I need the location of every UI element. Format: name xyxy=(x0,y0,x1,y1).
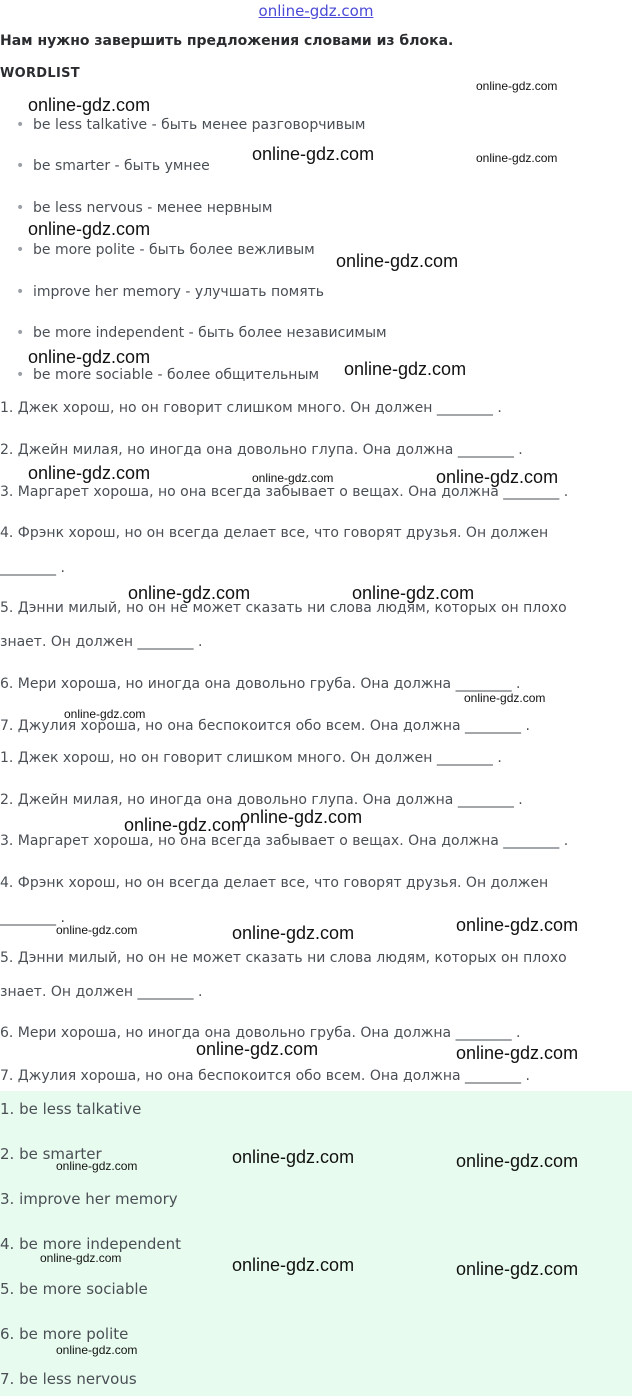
sentence-continuation: знает. Он должен ________ . xyxy=(0,634,203,650)
bullet-icon: • xyxy=(16,325,25,341)
wordlist-item-text: be more polite - быть более вежливым xyxy=(33,242,315,258)
wordlist-item xyxy=(16,200,273,216)
sentence-continuation: ________ . xyxy=(0,560,65,576)
watermark: online-gdz.com xyxy=(352,583,475,603)
wordlist-item-text: be more sociable - более общительным xyxy=(33,367,320,383)
wordlist-item-text: be less nervous - менее нервным xyxy=(33,200,273,216)
wordlist-item-text: be less talkative - быть менее разговорчивым xyxy=(33,117,366,133)
watermark: online-gdz.com xyxy=(124,815,247,835)
sentence: 4. Фрэнк хорош, но он всегда делает все, что говорят друзья. Он должен xyxy=(0,525,549,541)
watermark: online-gdz.com xyxy=(336,251,459,271)
answer-item: 5. be more sociable xyxy=(0,1280,148,1298)
sentence: 3. Маргарет хороша, но она всегда забывает о вещах. Она должна ________ . xyxy=(0,833,569,849)
watermark: online-gdz.com xyxy=(56,923,138,937)
watermark: online-gdz.com xyxy=(56,1343,138,1357)
watermark: online-gdz.com xyxy=(196,1039,319,1059)
answer-item: 4. be more independent xyxy=(0,1235,182,1253)
wordlist-title: WORDLIST xyxy=(0,66,80,81)
watermark: online-gdz.com xyxy=(64,707,146,721)
watermark: online-gdz.com xyxy=(252,144,375,164)
sentence: 3. Маргарет хороша, но она всегда забывает о вещах. Она должна ________ . xyxy=(0,484,569,500)
bullet-icon: • xyxy=(16,158,25,174)
watermark: online-gdz.com xyxy=(40,1251,122,1265)
watermark: online-gdz.com xyxy=(456,1151,579,1171)
watermark: online-gdz.com xyxy=(28,463,151,483)
wordlist-item-text: be smarter - быть умнее xyxy=(33,158,210,174)
answer-item: 3. improve her memory xyxy=(0,1190,178,1208)
watermark: online-gdz.com xyxy=(28,219,151,239)
watermark: online-gdz.com xyxy=(456,1043,579,1063)
watermark: online-gdz.com xyxy=(240,807,363,827)
wordlist-item xyxy=(16,325,387,341)
watermark: online-gdz.com xyxy=(28,347,151,367)
wordlist-item xyxy=(16,284,325,300)
wordlist-item xyxy=(16,117,366,133)
bullet-icon: • xyxy=(16,284,25,300)
sentence: 7. Джулия хороша, но она беспокоится обо всем. Она должна ________ . xyxy=(0,1068,530,1084)
sentence-continuation: знает. Он должен ________ . xyxy=(0,984,203,1000)
answer-item: 6. be more polite xyxy=(0,1325,129,1343)
watermark: online-gdz.com xyxy=(476,151,558,165)
watermark: online-gdz.com xyxy=(456,915,579,935)
watermark: online-gdz.com xyxy=(28,95,151,115)
answer-item: 2. be smarter xyxy=(0,1145,102,1163)
bullet-icon: • xyxy=(16,200,25,216)
watermark: online-gdz.com xyxy=(232,1255,355,1275)
sentence: 1. Джек хорош, но он говорит слишком много. Он должен ________ . xyxy=(0,400,502,416)
sentence: 6. Мери хороша, но иногда она довольно груба. Она должна ________ . xyxy=(0,1025,521,1041)
wordlist-item xyxy=(16,242,315,258)
sentence: 7. Джулия хороша, но она беспокоится обо всем. Она должна ________ . xyxy=(0,718,530,734)
watermark: online-gdz.com xyxy=(464,691,546,705)
bullet-icon: • xyxy=(16,367,25,383)
bullet-icon: • xyxy=(16,117,25,133)
sentence: 5. Дэнни милый, но он не может сказать ни слова людям, которых он плохо xyxy=(0,600,567,616)
site-title[interactable]: online-gdz.com xyxy=(258,2,374,20)
sentence: 4. Фрэнк хорош, но он всегда делает все, что говорят друзья. Он должен xyxy=(0,875,549,891)
watermark: online-gdz.com xyxy=(344,359,467,379)
answer-item: 7. be less nervous xyxy=(0,1370,137,1388)
sentence: 6. Мери хороша, но иногда она довольно груба. Она должна ________ . xyxy=(0,676,521,692)
answer-item: 1. be less talkative xyxy=(0,1100,142,1118)
sentence: 5. Дэнни милый, но он не может сказать ни слова людям, которых он плохо xyxy=(0,950,567,966)
watermark: online-gdz.com xyxy=(56,1159,138,1173)
sentence: 2. Джейн милая, но иногда она довольно глупа. Она должна ________ . xyxy=(0,442,523,458)
wordlist-item-text: improve her memory - улучшать помять xyxy=(33,284,325,300)
watermark: online-gdz.com xyxy=(128,583,251,603)
sentence: 1. Джек хорош, но он говорит слишком много. Он должен ________ . xyxy=(0,750,502,766)
watermark: online-gdz.com xyxy=(252,471,334,485)
wordlist-item xyxy=(16,367,320,383)
watermark: online-gdz.com xyxy=(476,79,558,93)
watermark: online-gdz.com xyxy=(436,467,559,487)
watermark: online-gdz.com xyxy=(232,1147,355,1167)
task-heading: Нам нужно завершить предложения словами из блока. xyxy=(0,33,454,49)
wordlist-item xyxy=(16,158,210,174)
wordlist-item-text: be more independent - быть более независимым xyxy=(33,325,387,341)
watermark: online-gdz.com xyxy=(456,1259,579,1279)
sentence-continuation: ________ . xyxy=(0,910,65,926)
bullet-icon: • xyxy=(16,242,25,258)
watermark: online-gdz.com xyxy=(232,923,355,943)
sentence: 2. Джейн милая, но иногда она довольно глупа. Она должна ________ . xyxy=(0,792,523,808)
